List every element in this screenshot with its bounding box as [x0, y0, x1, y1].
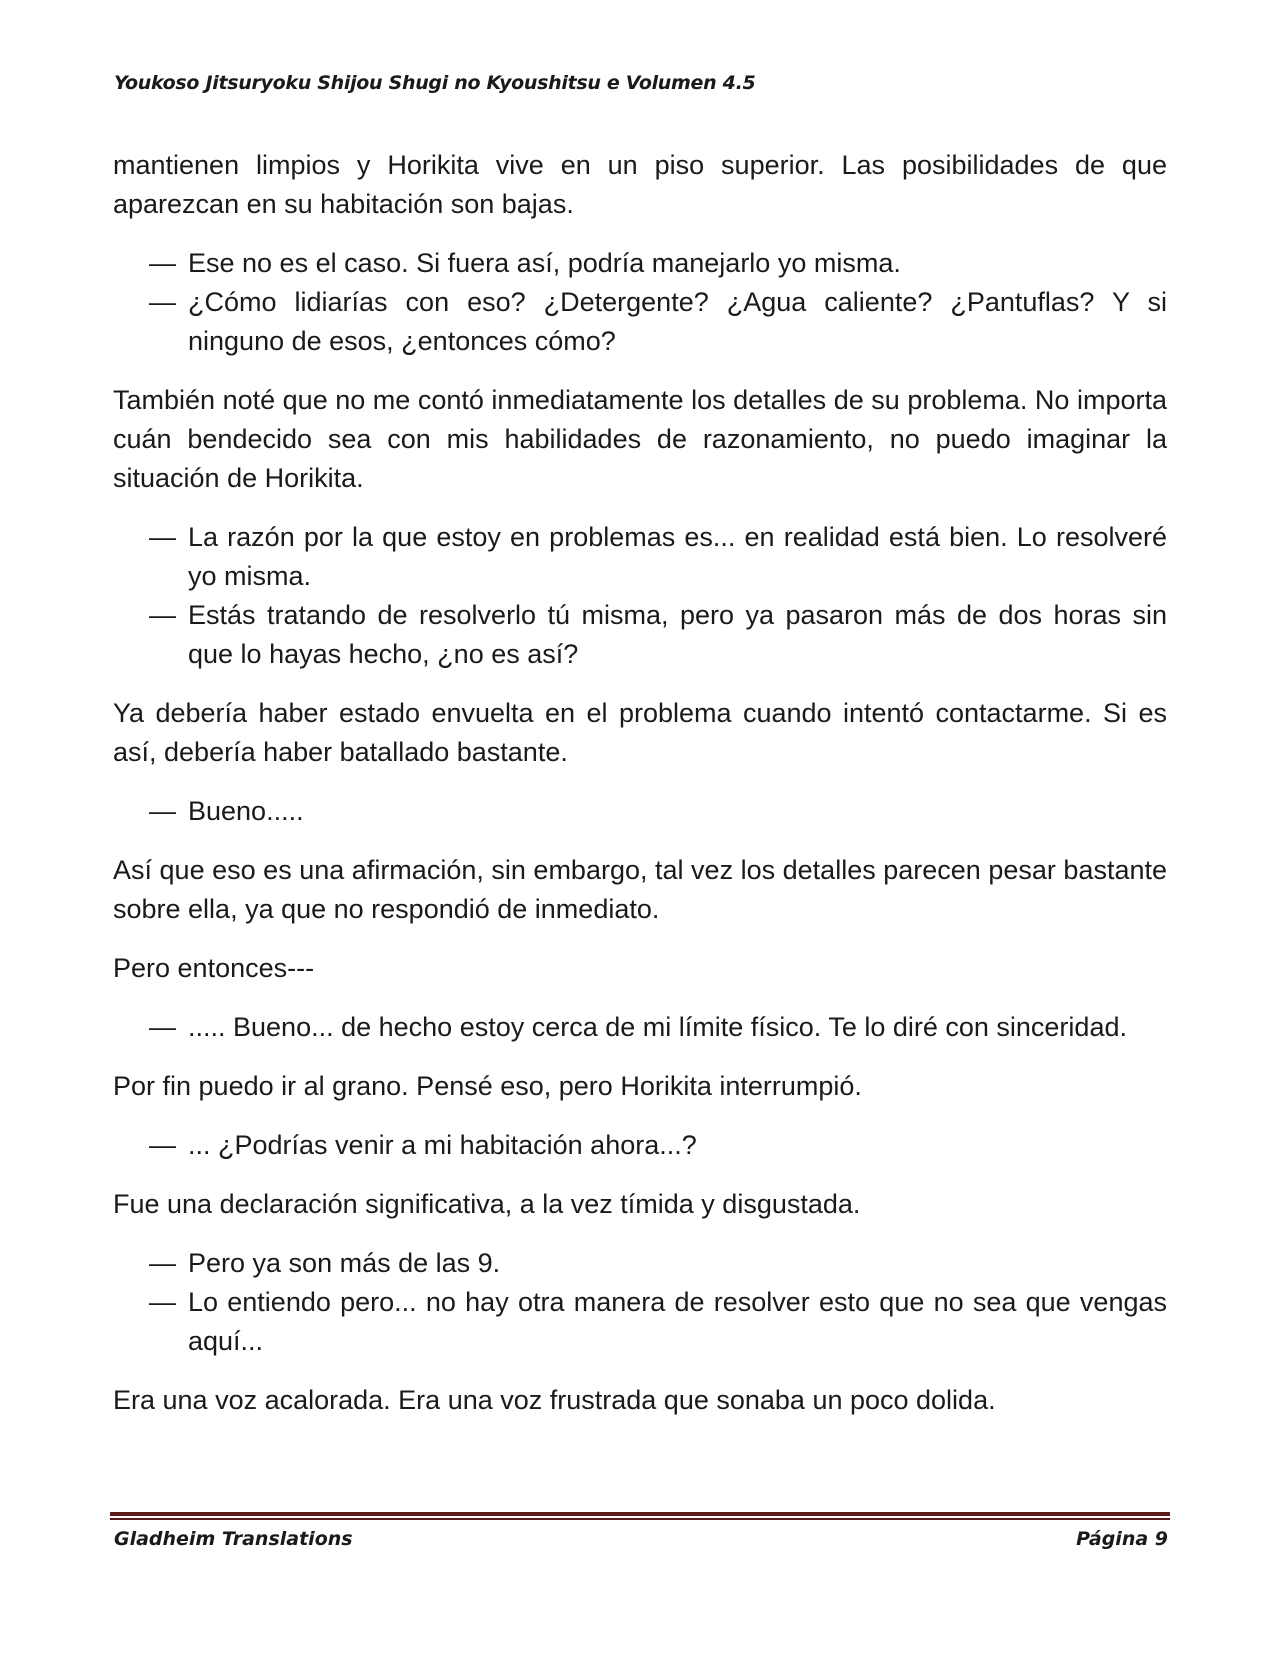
dialogue-line [113, 244, 1167, 283]
paragraph: Así que eso es una afirmación, sin embargo, tal vez los detalles parecen pesar bastante sobre ella, ya que no respondió de inmediato. [113, 855, 1167, 924]
paragraph: Por fin puedo ir al grano. Pensé eso, pero Horikita interrumpió. [113, 1071, 862, 1101]
dialogue-text: ¿Cómo lidiarías con eso? ¿Detergente? ¿Agua caliente? ¿Pantuflas? Y si ninguno de esos, ¿entonces cómo? [188, 287, 1167, 356]
paragraph: También noté que no me contó inmediatamente los detalles de su problema. No importa cuán bendecido sea con mis habilidades de razonamiento, no puedo imaginar la situación de Horikita. [113, 385, 1167, 493]
dialogue-dash: — [149, 522, 176, 552]
paragraph: Pero entonces--- [113, 953, 315, 983]
dialogue-group [113, 1008, 1167, 1047]
dialogue-dash: — [149, 1287, 176, 1317]
dialogue-dash: — [149, 1012, 176, 1042]
running-header: Youkoso Jitsuryoku Shijou Shugi no Kyoushitsu e Volumen 4.5 [114, 72, 756, 94]
footer-publisher: Gladheim Translations [114, 1528, 353, 1550]
dialogue-group [113, 792, 1167, 831]
dialogue-dash: — [149, 1130, 176, 1160]
dialogue-line [113, 1008, 1167, 1047]
dialogue-dash: — [149, 248, 176, 278]
dialogue-line [113, 792, 1167, 831]
dialogue-group [113, 518, 1167, 674]
dialogue-group [113, 1244, 1167, 1361]
footer-rule [110, 1512, 1170, 1520]
dialogue-text: ... ¿Podrías venir a mi habitación ahora...? [188, 1130, 697, 1160]
dialogue-dash: — [149, 287, 176, 317]
dialogue-text: Ese no es el caso. Si fuera así, podría manejarlo yo misma. [188, 248, 901, 278]
dialogue-line [113, 283, 1167, 361]
dialogue-text: ..... Bueno... de hecho estoy cerca de mi límite físico. Te lo diré con sinceridad. [188, 1012, 1127, 1042]
dialogue-group [113, 244, 1167, 361]
dialogue-line [113, 1283, 1167, 1361]
footer [114, 1528, 1168, 1550]
dialogue-line [113, 596, 1167, 674]
dialogue-text: Bueno..... [188, 796, 304, 826]
dialogue-text: Lo entiendo pero... no hay otra manera de resolver esto que no sea que vengas aquí... [188, 1287, 1167, 1356]
paragraph: Fue una declaración significativa, a la vez tímida y disgustada. [113, 1189, 861, 1219]
footer-page-number: Página 9 [1076, 1528, 1168, 1550]
dialogue-line [113, 1244, 1167, 1283]
dialogue-line [113, 518, 1167, 596]
footer-rule-thin [110, 1518, 1170, 1520]
dialogue-text: Estás tratando de resolverlo tú misma, pero ya pasaron más de dos horas sin que lo hayas hecho, ¿no es así? [188, 600, 1167, 669]
paragraph: Ya debería haber estado envuelta en el problema cuando intentó contactarme. Si es así, debería haber batallado bastante. [113, 698, 1167, 767]
dialogue-line [113, 1126, 1167, 1165]
dialogue-dash: — [149, 600, 176, 630]
dialogue-text: Pero ya son más de las 9. [188, 1248, 501, 1278]
paragraph: mantienen limpios y Horikita vive en un piso superior. Las posibilidades de que aparezcan en su habitación son bajas. [113, 150, 1167, 219]
dialogue-text: La razón por la que estoy en problemas es... en realidad está bien. Lo resolveré yo misma. [188, 522, 1167, 591]
dialogue-group [113, 1126, 1167, 1165]
body-text [113, 146, 1167, 1440]
paragraph: Era una voz acalorada. Era una voz frustrada que sonaba un poco dolida. [113, 1385, 996, 1415]
dialogue-dash: — [149, 796, 176, 826]
dialogue-dash: — [149, 1248, 176, 1278]
